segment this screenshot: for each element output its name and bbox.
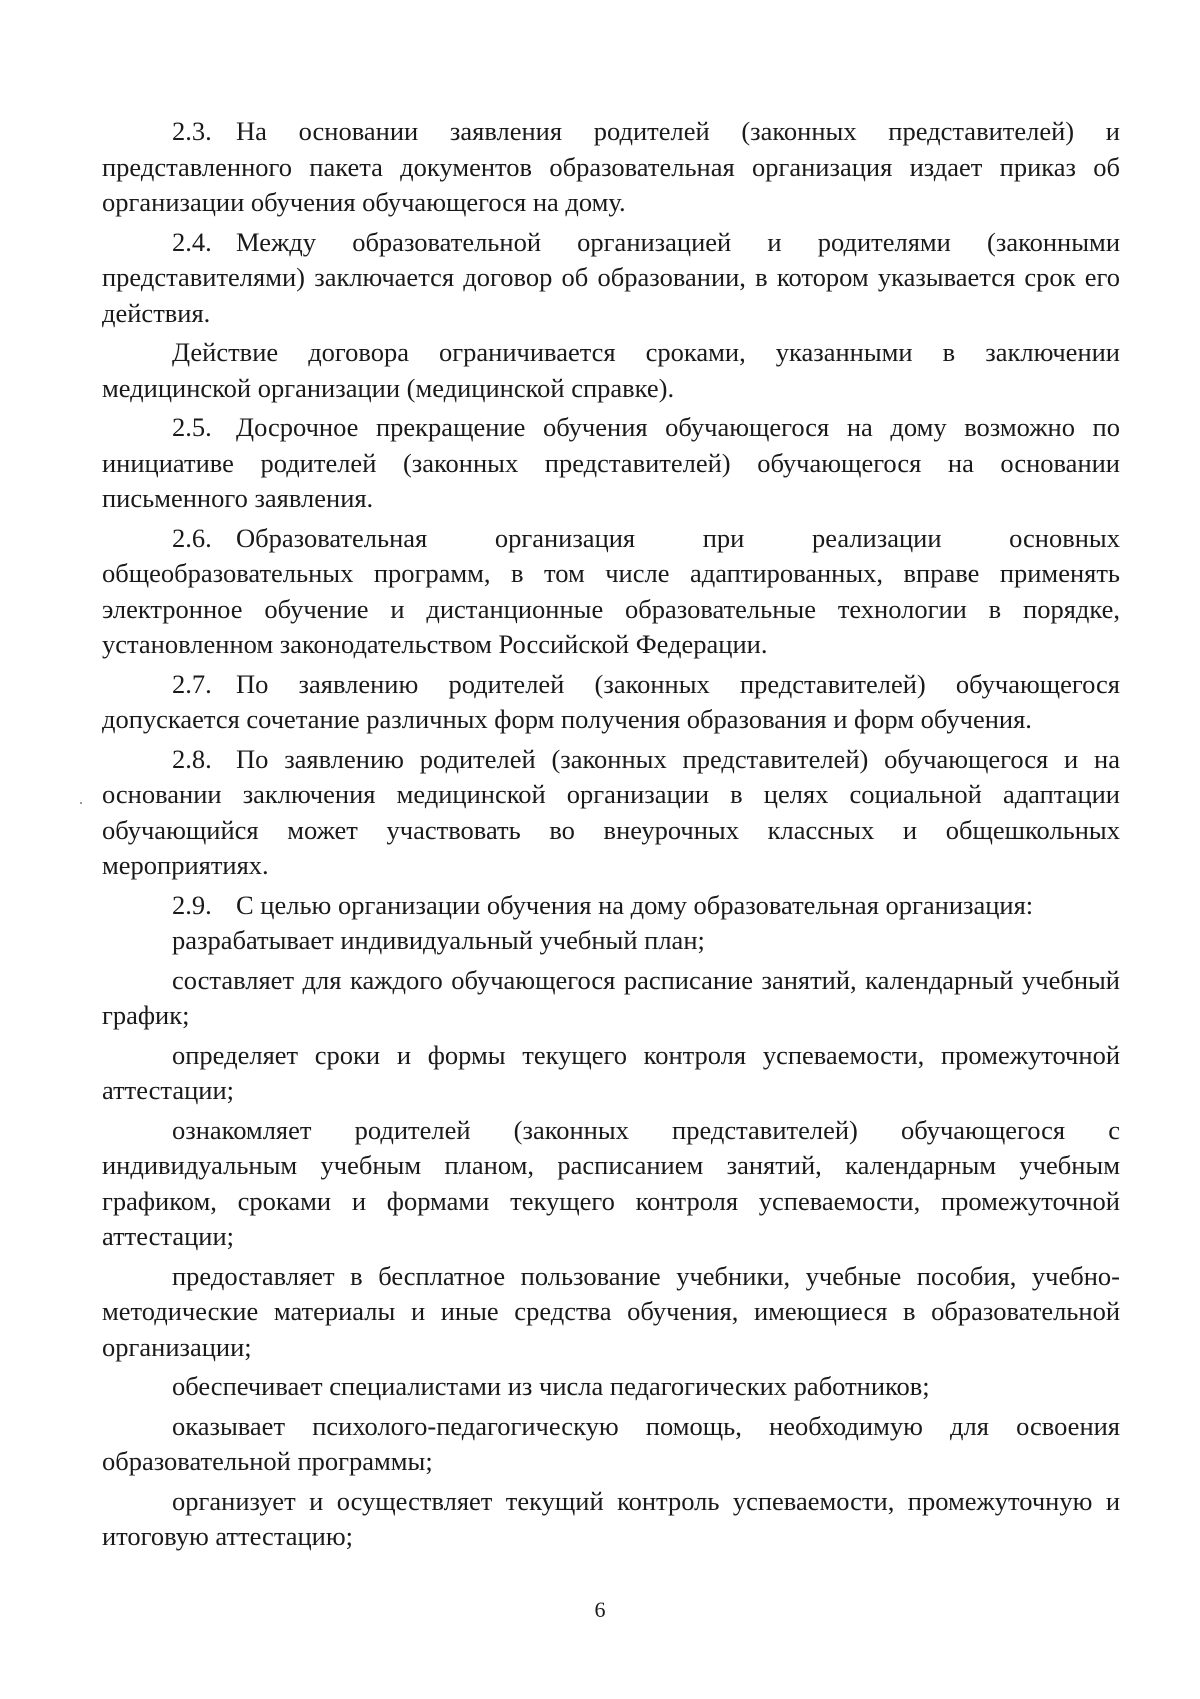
paragraph-2-3 [102, 114, 1120, 221]
paragraph-number: 2.6. [172, 522, 212, 553]
list-item-text: определяет сроки и формы текущего контроля успеваемости, промежуточной аттестации; [102, 1039, 1120, 1105]
paragraph-number: 2.5. [172, 412, 212, 442]
paragraph-text: Образовательная организация при реализации основных общеобразовательных программ, в том числе адаптированных, вправе применять электронное обучение и дистанционные образовательные технологии в порядке, установленном законодательством Российской Федерации. [102, 522, 1120, 659]
list-item-text: организует и осуществляет текущий контроль успеваемости, промежуточную и итоговую аттестацию; [102, 1485, 1120, 1551]
scan-speck [80, 802, 82, 804]
list-item-text: составляет для каждого обучающегося расписание занятий, календарный учебный график; [102, 964, 1120, 1030]
page-number: 6 [594, 1597, 606, 1622]
paragraph-text: Действие договора ограничивается сроками, указанными в заключении медицинской организации (медицинской справке). [102, 337, 1120, 403]
paragraph-number: 2.8. [172, 743, 212, 774]
paragraph-number: 2.7. [172, 668, 212, 699]
paragraph-text: Между образовательной организацией и родителями (законными представителями) заключается договор об образовании, в котором указывается срок его действия. [102, 226, 1120, 328]
list-item [102, 1484, 1120, 1555]
list-item [102, 1038, 1120, 1109]
paragraph-2-9 [102, 888, 1120, 924]
paragraph-text: С целью организации обучения на дому образовательная организация: [236, 889, 1034, 920]
paragraph-text: Досрочное прекращение обучения обучающегося на дому возможно по инициативе родителей (законных представителей) обучающегося на основании письменного заявления. [102, 412, 1120, 513]
list-item-text: разрабатывает индивидуальный учебный план; [172, 925, 705, 955]
paragraph-text: По заявлению родителей (законных представителей) обучающегося и на основании заключения медицинской организации в целях социальной адаптации обучающийся может участвовать во внеурочных классных и общешкольных мероприятиях. [102, 743, 1120, 880]
document-body [102, 114, 1120, 1555]
list-item-text: ознакомляет родителей (законных представителей) обучающегося с индивидуальным учебным планом, расписанием занятий, календарным учебным графиком, сроками и формами текущего контроля успеваемости, промежуточной аттестации; [102, 1114, 1120, 1251]
list-item [102, 923, 1120, 959]
paragraph-2-7 [102, 667, 1120, 738]
list-item-text: оказывает психолого-педагогическую помощь, необходимую для освоения образовательной программы; [102, 1410, 1120, 1476]
paragraph-text: По заявлению родителей (законных представителей) обучающегося допускается сочетание различных форм получения образования и форм обучения. [102, 668, 1120, 734]
list-item [102, 963, 1120, 1034]
paragraph-2-8 [102, 742, 1120, 884]
list-item [102, 1259, 1120, 1366]
list-item-text: предоставляет в бесплатное пользование учебники, учебные пособия, учебно-методические материалы и иные средства обучения, имеющиеся в образовательной организации; [102, 1260, 1120, 1362]
paragraph-text: На основании заявления родителей (законных представителей) и представленного пакета документов образовательная организация издает приказ об организации обучения обучающегося на дому. [102, 116, 1120, 217]
paragraph-contract-term [102, 335, 1120, 406]
paragraph-2-5 [102, 410, 1120, 517]
list-item [102, 1113, 1120, 1255]
list-item [102, 1369, 1120, 1405]
list-item-text: обеспечивает специалистами из числа педагогических работников; [172, 1371, 930, 1401]
paragraph-number: 2.4. [172, 226, 212, 257]
paragraph-2-6 [102, 521, 1120, 663]
paragraph-number: 2.3. [172, 116, 212, 146]
paragraph-number: 2.9. [172, 889, 212, 920]
list-item [102, 1409, 1120, 1480]
paragraph-2-4 [102, 225, 1120, 332]
